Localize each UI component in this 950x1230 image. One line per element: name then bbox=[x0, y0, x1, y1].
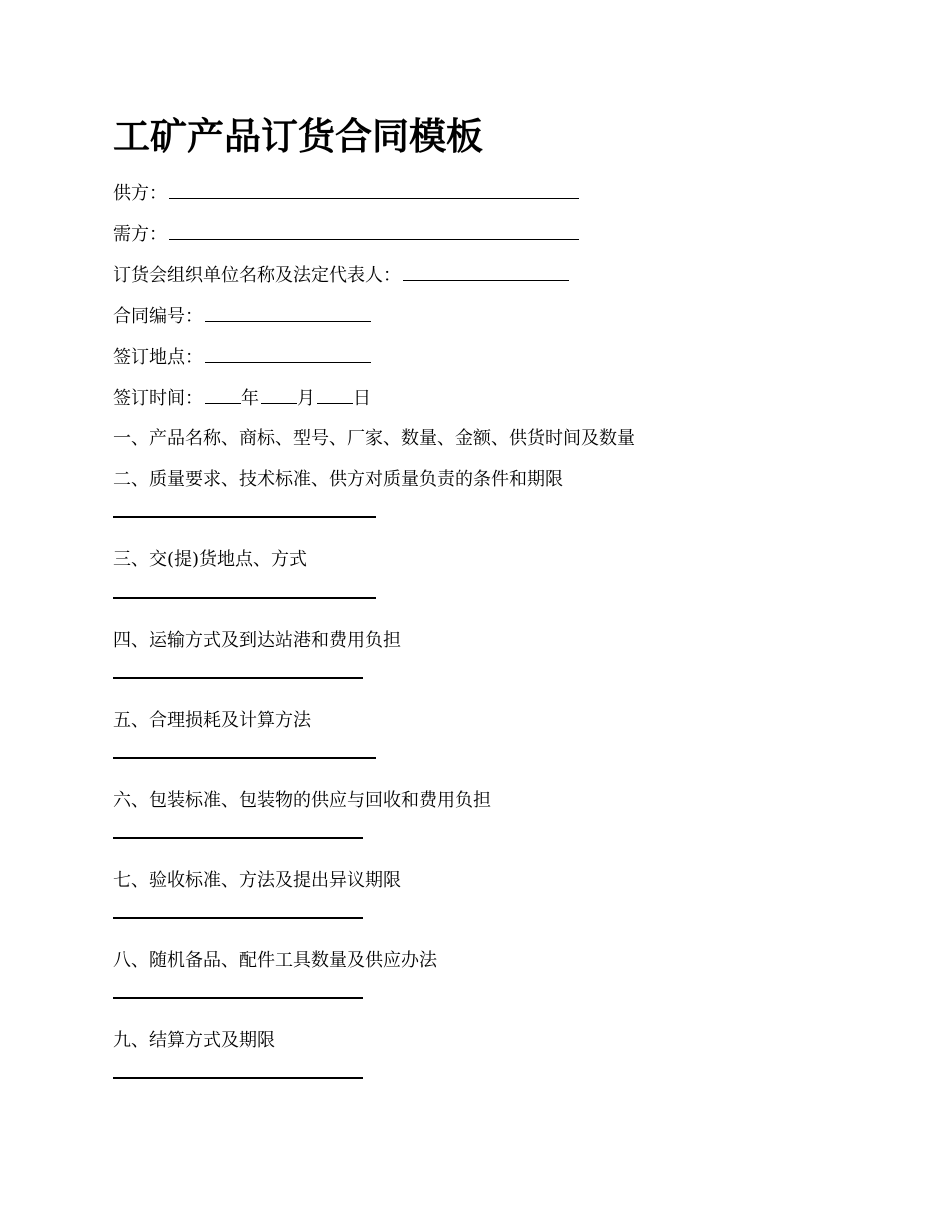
time-label: 签订时间： bbox=[113, 388, 203, 409]
place-blank[interactable] bbox=[205, 344, 371, 363]
supplier-line bbox=[113, 180, 579, 207]
day-blank[interactable] bbox=[317, 385, 353, 404]
year-label: 年 bbox=[241, 388, 259, 409]
time-line bbox=[113, 385, 371, 412]
contract-no-blank[interactable] bbox=[205, 303, 371, 322]
section-heading: 六、包装标准、包装物的供应与回收和费用负担 bbox=[113, 790, 491, 811]
supplier-blank[interactable] bbox=[169, 180, 579, 199]
contract-no-line bbox=[113, 303, 371, 330]
buyer-label: 需方： bbox=[113, 224, 167, 245]
answer-line[interactable] bbox=[113, 677, 363, 679]
contract-no-label: 合同编号： bbox=[113, 306, 203, 327]
buyer-blank[interactable] bbox=[169, 221, 579, 240]
section-heading: 七、验收标准、方法及提出异议期限 bbox=[113, 870, 401, 891]
place-label: 签订地点： bbox=[113, 347, 203, 368]
answer-line[interactable] bbox=[113, 516, 376, 518]
answer-line[interactable] bbox=[113, 837, 363, 839]
section-heading: 三、交(提)货地点、方式 bbox=[113, 549, 308, 570]
section-heading: 八、随机备品、配件工具数量及供应办法 bbox=[113, 950, 437, 971]
day-label: 日 bbox=[353, 388, 371, 409]
org-line bbox=[113, 262, 569, 289]
section-heading: 四、运输方式及到达站港和费用负担 bbox=[113, 630, 401, 651]
month-label: 月 bbox=[297, 388, 315, 409]
answer-line[interactable] bbox=[113, 997, 363, 999]
answer-line[interactable] bbox=[113, 757, 376, 759]
section-heading: 二、质量要求、技术标准、供方对质量负责的条件和期限 bbox=[113, 469, 563, 490]
section-heading: 九、结算方式及期限 bbox=[113, 1030, 275, 1051]
month-blank[interactable] bbox=[261, 385, 297, 404]
page-title: 工矿产品订货合同模板 bbox=[113, 114, 483, 158]
answer-line[interactable] bbox=[113, 597, 376, 599]
section-heading: 一、产品名称、商标、型号、厂家、数量、金额、供货时间及数量 bbox=[113, 428, 635, 449]
section-heading: 五、合理损耗及计算方法 bbox=[113, 710, 311, 731]
answer-line[interactable] bbox=[113, 917, 363, 919]
place-line bbox=[113, 344, 371, 371]
supplier-label: 供方： bbox=[113, 183, 167, 204]
year-blank[interactable] bbox=[205, 385, 241, 404]
org-blank[interactable] bbox=[403, 262, 569, 281]
answer-line[interactable] bbox=[113, 1077, 363, 1079]
buyer-line bbox=[113, 221, 579, 248]
org-label: 订货会组织单位名称及法定代表人： bbox=[113, 265, 401, 286]
